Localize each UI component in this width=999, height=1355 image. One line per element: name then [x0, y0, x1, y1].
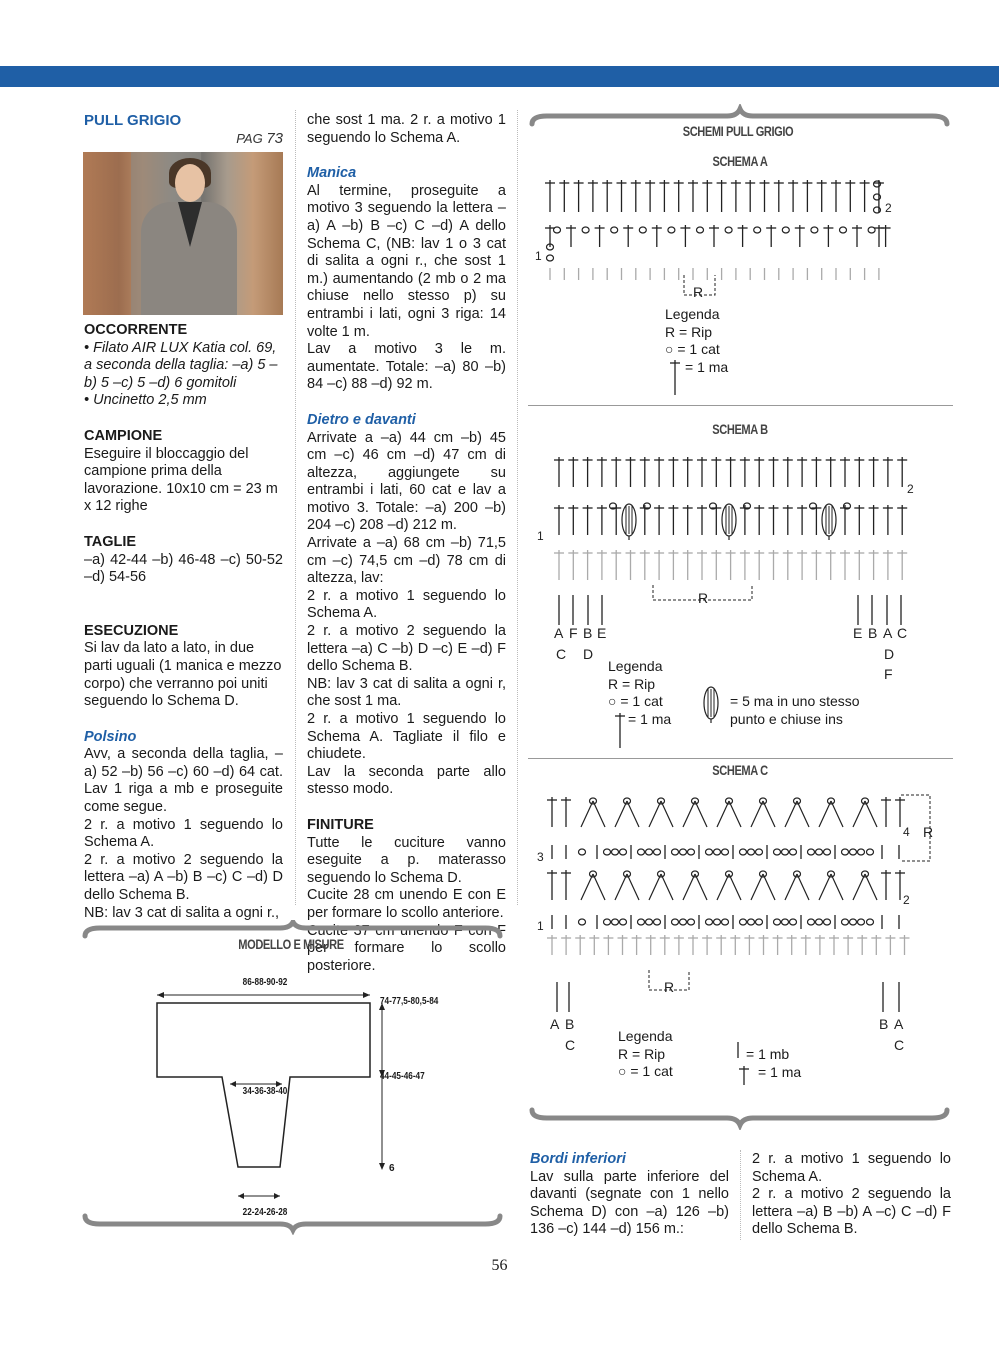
ch-stitch — [824, 849, 831, 855]
ch-stitch — [697, 227, 704, 233]
letter-D: D — [583, 646, 594, 662]
bordi-left — [530, 1151, 729, 1239]
ch-stitch — [714, 849, 721, 855]
ch-stitch — [756, 919, 763, 925]
finiture-text-2: Cucite 28 cm unendo E con E per formare lo scollo anteriore. — [307, 887, 506, 921]
dim-cuff: 22-24-26-28 — [242, 1207, 288, 1218]
v-stitch — [615, 874, 627, 900]
v-stitch — [615, 801, 627, 827]
v-stitch — [853, 801, 865, 827]
ch-stitch — [811, 227, 818, 233]
dd-text-5: NB: lav 3 cat di salita a ogni r, che sost 1 ma. — [307, 675, 506, 710]
v-stitch — [785, 801, 797, 827]
ch-stitch — [842, 849, 849, 855]
v-stitch — [865, 801, 877, 827]
v-stitch — [819, 874, 831, 900]
modello-diagram — [80, 920, 510, 1235]
v-stitch — [683, 801, 695, 827]
taglie-text: –a) 42-44 –b) 46-48 –c) 50-52 –d) 54-56 — [84, 551, 283, 586]
legend-b-rip: R = Rip — [608, 675, 656, 692]
v-stitch — [797, 874, 809, 900]
letter-A: A — [550, 1016, 560, 1032]
page-number: 56 — [491, 1257, 508, 1274]
ch-stitch — [654, 849, 661, 855]
ch-stitch — [688, 919, 695, 925]
column-divider-2 — [517, 110, 518, 905]
legend-c-ma: = 1 ma — [758, 1063, 802, 1080]
ch-stitch — [638, 919, 645, 925]
v-stitch — [695, 874, 707, 900]
manica-heading: Manica — [307, 165, 357, 182]
v-stitch — [581, 801, 593, 827]
legend-title: Legenda — [665, 306, 720, 322]
ch-stitch — [840, 227, 847, 233]
v-stitch — [593, 801, 605, 827]
dim-right-bot: 6 — [389, 1163, 395, 1174]
ch-stitch — [842, 919, 849, 925]
repeat-label: R — [698, 590, 709, 606]
ch-stitch — [725, 227, 732, 233]
column-1-text — [84, 322, 283, 922]
ch-stitch — [722, 919, 729, 925]
ch-stitch — [740, 919, 747, 925]
ch-stitch — [620, 919, 627, 925]
dim-right-top: 74-77,5-80,5-84 — [380, 996, 439, 1007]
row-label-3: 3 — [537, 850, 544, 864]
row-label-2: 2 — [907, 482, 914, 496]
letter-C: C — [897, 625, 908, 641]
ch-stitch — [688, 849, 695, 855]
occorrente-heading: OCCORRENTE — [84, 322, 188, 338]
column-divider — [295, 110, 296, 905]
legend-c-rip: R = Rip — [618, 1045, 666, 1062]
letter-E: E — [597, 625, 607, 641]
ch-stitch — [654, 919, 661, 925]
letter-C: C — [894, 1037, 905, 1053]
ch-stitch — [774, 849, 781, 855]
ch-stitch — [756, 849, 763, 855]
v-stitch — [695, 801, 707, 827]
occorrente-yarn: • Filato AIR LUX Katia col. 69, a seconda della taglia: –a) 5 –b) 5 –c) 5 –d) 6 gomitoli — [84, 339, 278, 391]
taglie-heading: TAGLIE — [84, 533, 137, 550]
schema-a-legend — [665, 306, 728, 376]
v-stitch — [831, 874, 843, 900]
row-label-1: 1 — [535, 249, 542, 263]
modello-title: MODELLO E MISURE — [238, 937, 344, 952]
ch-stitch — [850, 919, 857, 925]
schema-c-title: SCHEMA C — [712, 763, 768, 778]
letter-A: A — [554, 625, 564, 641]
v-stitch — [853, 874, 865, 900]
ch-stitch — [680, 919, 687, 925]
bordi-text-3: 2 r. a motivo 2 seguendo la lettera –a) B –b) A –c) C –d) F dello Schema B. — [752, 1186, 951, 1238]
letter-A: A — [883, 625, 893, 641]
row-label-1: 1 — [537, 529, 544, 543]
schema-c-chart — [527, 785, 957, 1085]
ch-stitch — [582, 227, 589, 233]
bordi-heading: Bordi inferiori — [530, 1151, 626, 1167]
v-stitch — [649, 801, 661, 827]
legend-cat: ○ = 1 cat — [665, 341, 720, 358]
legend-c-cat: ○ = 1 cat — [618, 1063, 673, 1080]
letter-A: A — [894, 1016, 904, 1032]
finiture-text-3: Cucite 37 cm unendo F con F per formare lo scollo posteriore. — [307, 922, 506, 974]
ch-stitch — [774, 919, 781, 925]
legend-5ma-line2: punto e chiuse ins — [730, 710, 843, 727]
manica-text-2: Lav a motivo 3 le m. aumentate. Totale: –a) 80 –b) 84 –c) 88 –d) 92 m. — [307, 341, 506, 393]
legend-b-ma: = 1 ma — [628, 710, 672, 727]
repeat-label: R — [664, 979, 675, 995]
ch-stitch — [867, 919, 874, 925]
ch-stitch — [547, 255, 554, 261]
v-stitch — [819, 801, 831, 827]
ch-stitch — [639, 227, 646, 233]
v-stitch — [751, 801, 763, 827]
v-stitch — [661, 874, 673, 900]
dd-text-4: 2 r. a motivo 2 seguendo la lettera –a) C –b) D –c) E –d) F dello Schema B. — [307, 623, 506, 675]
divider-b-c — [528, 758, 953, 759]
v-stitch — [751, 874, 763, 900]
schema-a-chart — [527, 170, 957, 400]
pattern-title: PULL GRIGIO — [84, 112, 182, 129]
repeat-label: R — [693, 284, 704, 300]
polsino-text-1: Avv, a seconda della taglia, –a) 52 –b) 56 –c) 60 –d) 64 cat. Lav 1 riga a mb e proseguite come segue. — [84, 746, 283, 816]
dd-text-7: Lav la seconda parte allo stesso modo. — [307, 763, 506, 798]
ch-stitch — [858, 849, 865, 855]
ch-stitch — [706, 849, 713, 855]
letter-B: B — [583, 625, 593, 641]
v-stitch — [661, 801, 673, 827]
ch-stitch — [680, 849, 687, 855]
ch-stitch — [612, 849, 619, 855]
letter-B: B — [879, 1016, 889, 1032]
top-color-band — [0, 66, 999, 87]
repeat-label-side: R — [923, 824, 934, 840]
dietro-davanti-heading: Dietro e davanti — [307, 411, 416, 428]
v-stitch — [729, 874, 741, 900]
ch-stitch — [824, 919, 831, 925]
column-1 — [84, 112, 283, 147]
ch-stitch — [782, 227, 789, 233]
schemi-brace-bottom — [527, 1105, 957, 1130]
ch-stitch — [748, 849, 755, 855]
ch-stitch — [858, 919, 865, 925]
ch-stitch — [740, 849, 747, 855]
dim-sleeve: 34-36-38-40 — [242, 1086, 288, 1097]
v-stitch — [593, 874, 605, 900]
legend-b-cat: ○ = 1 cat — [608, 693, 663, 710]
legend-5ma — [730, 693, 860, 728]
dd-text-3: 2 r. a motivo 1 seguendo lo Schema A. — [307, 587, 506, 622]
v-stitch — [683, 874, 695, 900]
letter-D: D — [884, 646, 895, 662]
bordi-text-2: 2 r. a motivo 1 seguendo lo Schema A. — [752, 1151, 951, 1185]
brace-top — [85, 922, 500, 936]
legend-ma: = 1 ma — [685, 358, 729, 375]
campione-text: Eseguire il bloccaggio del campione prima della lavorazione. 10x10 cm = 23 m x 12 righe — [84, 445, 278, 515]
ch-stitch — [816, 919, 823, 925]
continued-text: che sost 1 ma. 2 r. a motivo 1 seguendo lo Schema A. — [307, 112, 506, 146]
occorrente-hook: • Uncinetto 2,5 mm — [84, 392, 207, 409]
ch-stitch — [646, 849, 653, 855]
ch-stitch — [714, 919, 721, 925]
ch-stitch — [754, 227, 761, 233]
finiture-heading: FINITURE — [307, 816, 374, 833]
legend-5ma-line1: = 5 ma in uno stesso — [730, 693, 860, 709]
v-stitch — [649, 874, 661, 900]
v-stitch — [763, 801, 775, 827]
v-stitch — [729, 801, 741, 827]
letter-C: C — [565, 1037, 576, 1053]
ch-stitch — [672, 849, 679, 855]
letter-F: F — [884, 666, 893, 682]
letter-B: B — [565, 1016, 575, 1032]
schema-b-legend — [608, 658, 671, 728]
legend-c-title: Legenda — [618, 1028, 673, 1044]
ch-stitch — [612, 919, 619, 925]
row-label-1: 1 — [537, 919, 544, 933]
ch-stitch — [722, 849, 729, 855]
legend-rip: R = Rip — [665, 323, 713, 340]
letter-C: C — [556, 646, 567, 662]
dd-text-6: 2 r. a motivo 1 seguendo lo Schema A. Tagliate il filo e chiudete. — [307, 711, 506, 763]
legend-c-mb: = 1 mb — [746, 1046, 790, 1062]
legend-b-title: Legenda — [608, 658, 663, 674]
brace-bottom — [85, 1216, 500, 1230]
garment-outline — [157, 1003, 370, 1167]
esecuzione-text: Si lav da lato a lato, in due parti uguali (1 manica e mezzo corpo) che verranno poi uniti seguendo lo Schema D. — [84, 640, 282, 710]
schema-a-title: SCHEMA A — [712, 154, 768, 169]
ch-stitch — [604, 849, 611, 855]
esecuzione-heading: ESECUZIONE — [84, 622, 179, 639]
bordi-right — [752, 1151, 951, 1239]
dd-text-1: Arrivate a –a) 44 cm –b) 45 cm –c) 46 cm –d) 47 cm di altezza, aggiungete su entrambi i lati, 60 cat e lav a motivo 3. Totale: –a) 200 –b) 204 –c) 208 –d) 212 m. — [307, 429, 506, 534]
schema-c-legend-2 — [746, 1046, 801, 1081]
ch-stitch — [790, 919, 797, 925]
ch-stitch — [620, 849, 627, 855]
ch-stitch — [748, 919, 755, 925]
column-2 — [307, 112, 506, 975]
letter-B: B — [868, 625, 878, 641]
row-label-2: 2 — [885, 201, 892, 215]
row-label-4: 4 — [903, 825, 910, 839]
ch-stitch — [611, 227, 618, 233]
row-label-2: 2 — [903, 893, 910, 907]
v-stitch — [627, 801, 639, 827]
ch-stitch — [672, 919, 679, 925]
model-photo — [83, 152, 283, 315]
ch-stitch — [638, 849, 645, 855]
ch-stitch — [782, 849, 789, 855]
dim-right-mid: 44-45-46-47 — [380, 1071, 425, 1082]
dd-text-2: Arrivate a –a) 68 cm –b) 71,5 cm –c) 74,5 cm –d) 78 cm di altezza, lav: — [307, 535, 506, 587]
divider-a-b — [528, 405, 953, 406]
v-stitch — [831, 801, 843, 827]
ch-stitch — [668, 227, 675, 233]
v-stitch — [763, 874, 775, 900]
bordi-text-1: Lav sulla parte inferiore del davanti (segnate con 1 nello Schema D) con –a) 126 –b) 136 –c) 144 –d) 156 m.: — [530, 1168, 729, 1238]
ch-stitch — [850, 849, 857, 855]
ch-stitch — [808, 919, 815, 925]
ch-stitch — [816, 849, 823, 855]
v-stitch — [785, 874, 797, 900]
letter-F: F — [569, 625, 578, 641]
ch-stitch — [706, 919, 713, 925]
polsino-heading: Polsino — [84, 728, 137, 745]
ch-stitch — [867, 849, 874, 855]
manica-text-1: Al termine, proseguite a motivo 3 seguendo la lettera –a) A –b) B –c) C –d) A dello Schema C, (NB: lav 1 o 3 cat di salita a ogni r., che sost 1 m.) aumentando (2 mb o 2 ma chiuse nello stesso p) su entrambi i lati, ogni 3 riga: 14 volte 1 m. — [307, 182, 506, 340]
v-stitch — [865, 874, 877, 900]
polsino-text-2: 2 r. a motivo 1 seguendo lo Schema A. — [84, 816, 283, 851]
campione-heading: CAMPIONE — [84, 427, 163, 444]
bordi-divider — [740, 1150, 741, 1240]
schemi-title: SCHEMI PULL GRIGIO — [682, 124, 794, 139]
ch-stitch — [790, 849, 797, 855]
v-stitch — [581, 874, 593, 900]
v-stitch — [627, 874, 639, 900]
polsino-text-4: NB: lav 3 cat di salita a ogni r., — [84, 904, 280, 921]
v-stitch — [797, 801, 809, 827]
schema-b-title: SCHEMA B — [712, 422, 768, 437]
ch-stitch — [579, 849, 586, 855]
ch-stitch — [782, 919, 789, 925]
ch-stitch — [808, 849, 815, 855]
v-stitch — [717, 801, 729, 827]
letter-E: E — [853, 625, 863, 641]
ch-stitch — [579, 919, 586, 925]
finiture-text-1: Tutte le cuciture vanno eseguite a p. materasso seguendo lo Schema D. — [307, 834, 506, 886]
ch-stitch — [646, 919, 653, 925]
dim-top: 86-88-90-92 — [242, 977, 288, 988]
ch-stitch — [604, 919, 611, 925]
schema-c-legend — [618, 1028, 673, 1081]
polsino-text-3: 2 r. a motivo 2 seguendo la lettera –a) A –b) B –c) C –d) D dello Schema B. — [84, 851, 283, 904]
page-ref: PAG 73 — [236, 129, 283, 147]
v-stitch — [717, 874, 729, 900]
